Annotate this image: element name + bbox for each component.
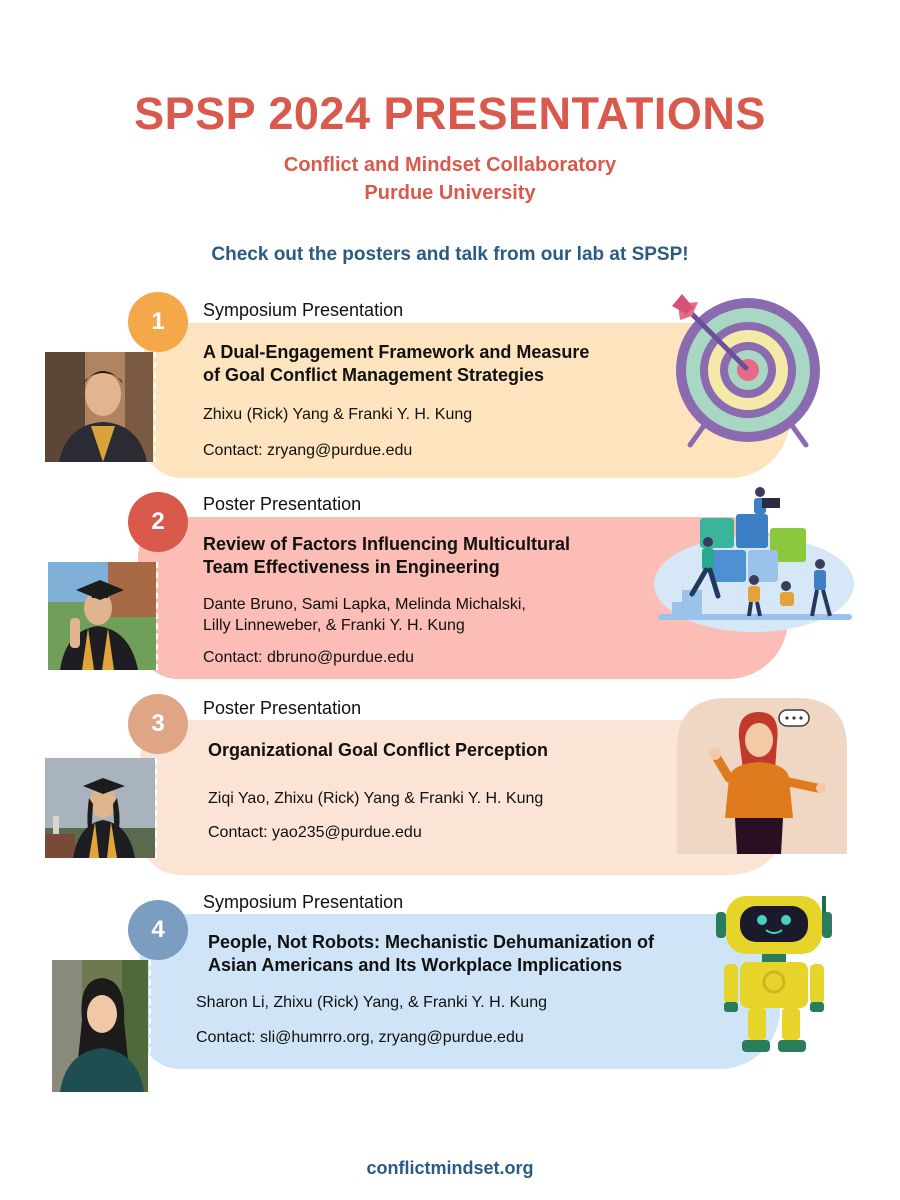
presenter-photo [52, 960, 148, 1092]
presentation-number-badge: 2 [128, 492, 188, 552]
presentation-authors: Sharon Li, Zhixu (Rick) Yang, & Franki Y. H. Kung [196, 994, 547, 1011]
person-photo-icon [45, 352, 153, 462]
presentation-title: Organizational Goal Conflict Perception [208, 740, 549, 760]
presentation-authors: Zhixu (Rick) Yang & Franki Y. H. Kung [203, 406, 473, 423]
presentation-number-badge: 1 [128, 292, 188, 352]
presentation-number-badge: 4 [128, 900, 188, 960]
presenter-photo [45, 758, 155, 858]
photo-divider [154, 352, 156, 462]
presentation-title: People, Not Robots: Mechanistic Dehumanization of Asian Americans and Its Workplace Implications [208, 932, 655, 975]
person-photo-icon [45, 758, 155, 858]
team-puzzle-illustration [652, 484, 857, 634]
presenter-photo [48, 562, 156, 670]
presentation-contact: Contact: dbruno@purdue.edu [203, 649, 415, 666]
subtitle-line-university: Purdue University [364, 182, 536, 204]
target-dart-icon [668, 290, 828, 450]
presentation-number-badge: 3 [128, 694, 188, 754]
photo-divider [156, 562, 158, 670]
tagline: Check out the posters and talk from our lab at SPSP! [211, 244, 689, 265]
page-title: SPSP 2024 PRESENTATIONS [134, 88, 766, 139]
photo-divider [149, 960, 151, 1092]
person-photo-icon [52, 960, 148, 1092]
person-photo-icon [48, 562, 156, 670]
presentation-authors: Ziqi Yao, Zhixu (Rick) Yang & Franki Y. H. Kung [208, 790, 544, 807]
website-link[interactable]: conflictmindset.org [366, 1158, 534, 1178]
presentation-type: Symposium Presentation [203, 300, 404, 320]
presentation-type: Poster Presentation [203, 494, 362, 514]
presentation-contact: Contact: sli@humrro.org, zryang@purdue.edu [196, 1029, 524, 1046]
presentation-title: A Dual-Engagement Framework and Measure of Goal Conflict Management Strategies [203, 342, 590, 385]
subtitle-line-lab: Conflict and Mindset Collaboratory [283, 154, 617, 176]
speaking-woman-illustration [677, 698, 847, 854]
presentation-authors: Dante Bruno, Sami Lapka, Melinda Michalski, Lilly Linneweber, & Franki Y. H. Kung [203, 596, 526, 634]
presentation-type: Symposium Presentation [203, 892, 404, 912]
presentation-title: Review of Factors Influencing Multicultural Team Effectiveness in Engineering [203, 534, 571, 577]
presentation-contact: Contact: zryang@purdue.edu [203, 442, 413, 459]
presenter-photo [45, 352, 153, 462]
presentation-contact: Contact: yao235@purdue.edu [208, 824, 422, 841]
page-subtitle [0, 151, 900, 207]
presentation-type: Poster Presentation [203, 698, 362, 718]
photo-divider [155, 758, 157, 858]
robot-illustration [710, 890, 840, 1055]
